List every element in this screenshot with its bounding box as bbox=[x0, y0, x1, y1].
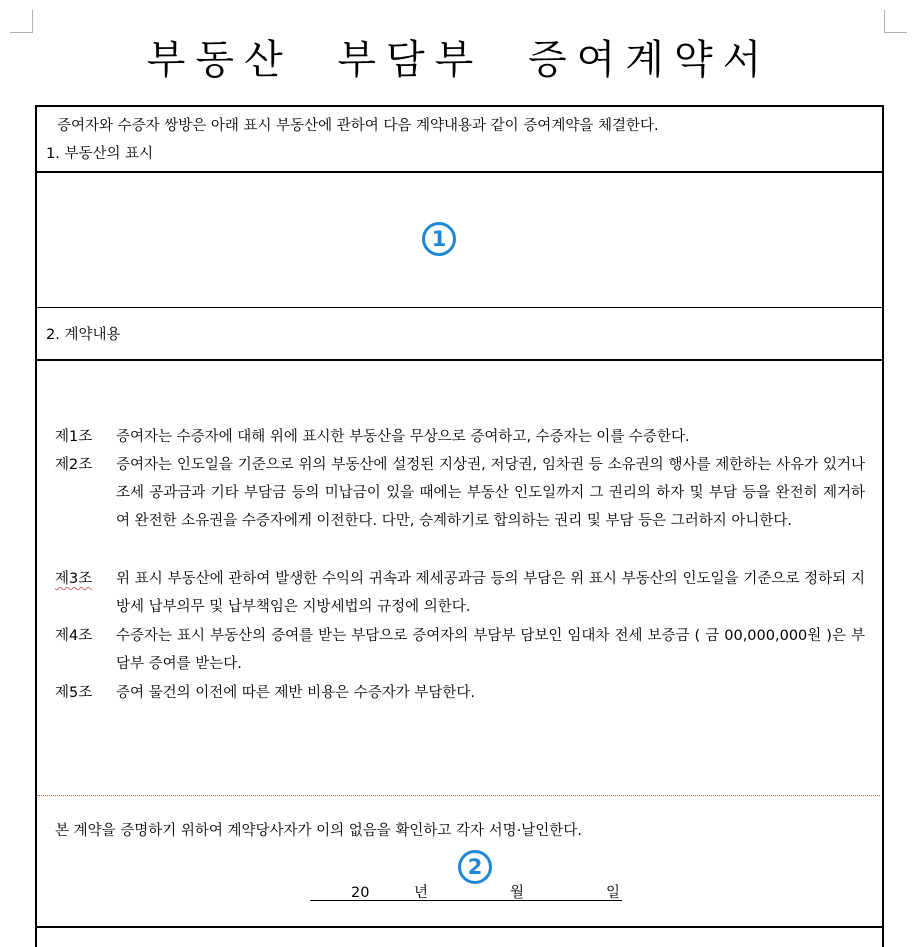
article-text: 수증자는 표시 부동산의 증여를 받는 부담으로 증여자의 부담부 담보인 임대차 전세 보증금 ( 금 00,000,000원 )은 부담부 증여를 받는다. bbox=[116, 628, 865, 672]
article-5 bbox=[55, 679, 865, 707]
article-text: 증여자는 인도일을 기준으로 위의 부동산에 설정된 지상권, 저당권, 임차권 등 소유권의 행사를 제한하는 사유가 있거나 조세 공과금과 기타 부담금 등의 미납금이 있을 때에는 부동산 인도일까지 그 권리의 하자 및 부담 등을 완전히 제거하여 완전한 소유권을 수증자에게 이전한다. 다만, 승계하기로 합의하는 권리 및 부담 등은 그러하지 아니한다. bbox=[116, 457, 865, 529]
document-title: 부동산 부담부 증여계약서 bbox=[146, 37, 772, 83]
article-label: 제5조 bbox=[55, 685, 93, 701]
article-text: 증여 물건의 이전에 따른 제반 비용은 수증자가 부담한다. bbox=[116, 685, 476, 701]
annotation-marker-1: 1 bbox=[422, 222, 456, 256]
divider-line bbox=[35, 307, 882, 308]
article-label: 제1조 bbox=[55, 429, 93, 445]
annotation-marker-2: 2 bbox=[458, 850, 492, 884]
article-4 bbox=[55, 622, 865, 678]
date-day-label: 일 bbox=[606, 885, 621, 901]
intro-text: 증여자와 수증자 쌍방은 아래 표시 부동산에 관하여 다음 계약내용과 같이 증여계약을 체결한다. bbox=[57, 118, 659, 134]
dotted-separator bbox=[37, 795, 880, 796]
article-3 bbox=[55, 565, 865, 621]
article-label: 제3조 bbox=[55, 571, 93, 587]
section-heading-terms: 2. 계약내용 bbox=[46, 327, 121, 343]
article-1 bbox=[55, 423, 865, 451]
divider-line bbox=[35, 171, 882, 173]
divider-line bbox=[35, 359, 882, 361]
article-label: 제4조 bbox=[55, 628, 93, 644]
date-year-label: 년 bbox=[414, 885, 429, 901]
article-text: 위 표시 부동산에 관하여 발생한 수익의 귀속과 제세공과금 등의 부담은 위 표시 부동산의 인도일을 기준으로 정하되 지방세 납부의무 및 납부책임은 지방세법의 규정에 의한다. bbox=[116, 571, 865, 615]
section-heading-property: 1. 부동산의 표시 bbox=[46, 146, 154, 162]
divider-line bbox=[35, 926, 882, 928]
date-month-label: 월 bbox=[510, 885, 525, 901]
closing-statement: 본 계약을 증명하기 위하여 계약당사자가 이의 없음을 확인하고 각자 서명·날인한다. bbox=[55, 823, 582, 839]
date-year-prefix: 20 bbox=[351, 885, 370, 901]
article-2 bbox=[55, 451, 865, 535]
article-label: 제2조 bbox=[55, 457, 93, 473]
article-text: 증여자는 수증자에 대해 위에 표시한 부동산을 무상으로 증여하고, 수증자는 이를 수증한다. bbox=[116, 429, 690, 445]
date-underline bbox=[310, 900, 622, 901]
